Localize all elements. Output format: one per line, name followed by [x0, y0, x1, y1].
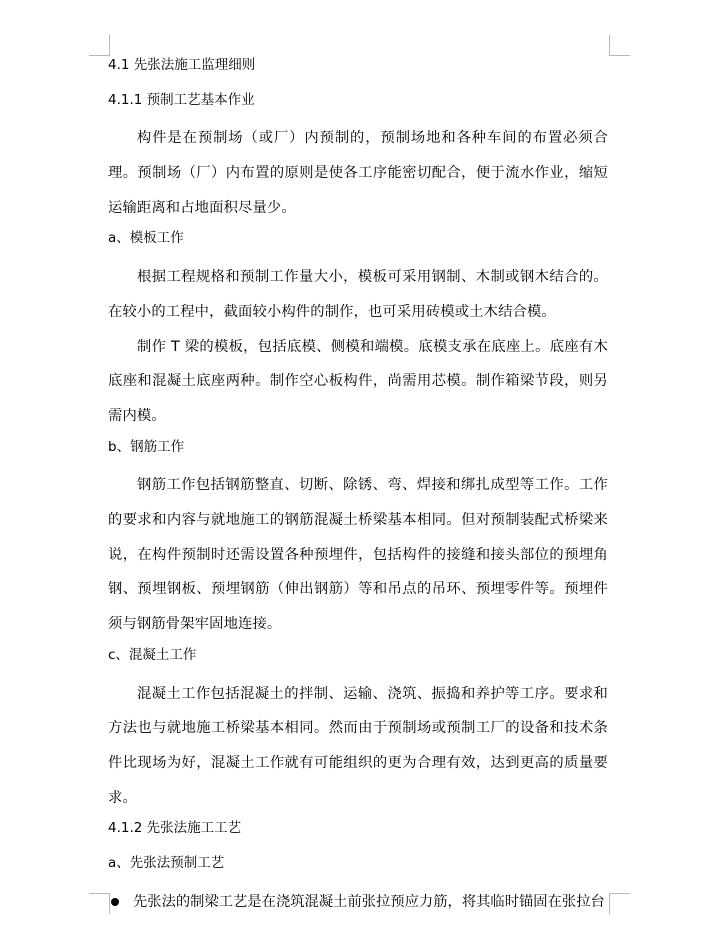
paragraph-t-beam-formwork: 制作 T 梁的模板，包括底模、侧模和端模。底模支承在底座上。底座有木底座和混凝土底座两种。制作空心板构件，尚需用芯模。制作箱梁节段，则另需内模。: [108, 338, 608, 424]
paragraph-rebar-work: 钢筋工作包括钢筋整直、切断、除锈、弯、焊接和绑扎成型等工作。工作的要求和内容与就地施工的钢筋混凝土桥梁基本相同。但对预制装配式桥梁来说，在构件预制时还需设置各种预埋件，包括构件的接缝和接头部位的预埋角钢、预埋钢板、预埋钢筋（伸出钢筋）等和吊点的吊环、预埋零件等。预埋件须与钢筋骨架牢固地连接。: [108, 477, 608, 633]
subheading-rebar: b、钢筋工作: [108, 438, 185, 455]
subheading-concrete: c、混凝土工作: [108, 646, 197, 663]
document-body[interactable]: [108, 52, 608, 919]
crop-mark-top-right: [609, 35, 630, 56]
section-heading-4-1-1: 4.1.1 预制工艺基本作业: [108, 91, 255, 108]
bullet-text: 先张法的制梁工艺是在浇筑混凝土前张拉预应力筋，将其临时锚固在张拉台: [133, 893, 605, 910]
section-heading-4-1: 4.1 先张法施工监理细则: [108, 57, 256, 73]
crop-mark-bottom-right: [609, 893, 630, 914]
bullet-dot-icon: [111, 898, 119, 906]
bullet-item: [108, 885, 608, 920]
subheading-formwork: a、模板工作: [108, 230, 184, 247]
subheading-pretension-process: a、先张法预制工艺: [108, 855, 225, 872]
section-heading-4-1-2: 4.1.2 先张法施工工艺: [108, 820, 242, 837]
crop-mark-top-left: [89, 35, 110, 56]
paragraph-formwork-materials: 根据工程规格和预制工作量大小，模板可采用钢制、木制或钢木结合的。在较小的工程中，截面较小构件的制作，也可采用砖模或土木结合模。: [108, 269, 608, 320]
paragraph-prefab-site: 构件是在预制场（或厂）内预制的，预制场地和各种车间的布置必须合理。预制场（厂）内布置的原则是使各工序能密切配合，便于流水作业，缩短运输距离和占地面积尽量少。: [108, 130, 608, 216]
crop-mark-bottom-left: [89, 893, 110, 914]
paragraph-concrete-work: 混凝土工作包括混凝土的拌制、运输、浇筑、振捣和养护等工序。要求和方法也与就地施工桥梁基本相同。然而由于预制场或预制工厂的设备和技术条件比现场为好，混凝土工作就有可能组织的更为合理有效，达到更高的质量要求。: [108, 685, 608, 806]
